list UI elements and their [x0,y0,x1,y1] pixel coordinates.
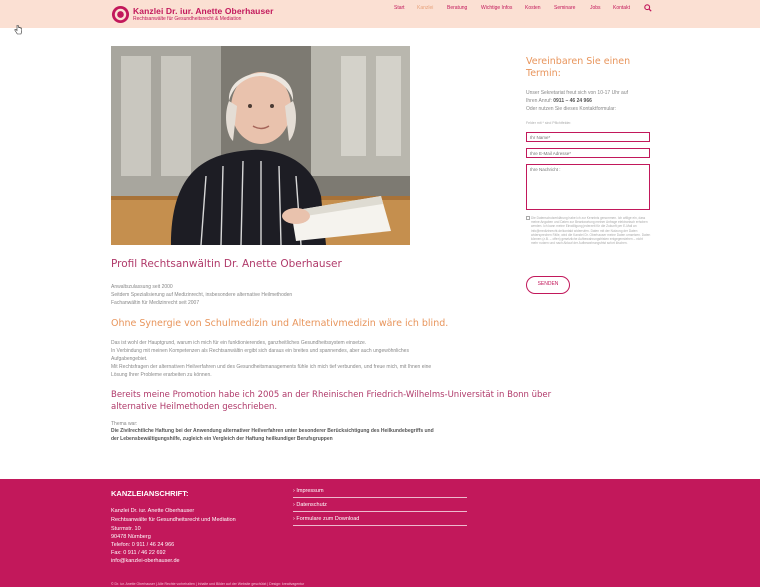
nav-jobs[interactable]: Jobs [590,5,601,11]
name-field[interactable] [526,132,650,142]
synergy-line: Mit Rechtsfragen der alternativen Heilverfahren und des Gesundheitsmanagements fühle ich mich tief verbunden, und freue mich, mit Ihnen eine [111,364,432,370]
nav-seminare[interactable]: Seminare [554,5,576,11]
appointment-heading: Vereinbaren Sie einen [526,56,631,67]
message-field[interactable] [526,164,650,210]
appointment-heading: Termin: [526,68,561,79]
sidebar-text: Unser Sekretariat freut sich von 10-17 Uhr auf [526,90,628,96]
search-icon[interactable] [644,4,652,12]
footer-link-formulare[interactable]: › Formulare zum Download [293,516,360,522]
footer-email-link[interactable]: info@kanzlei-oberhauser.de [111,558,180,564]
promotion-heading: Bereits meine Promotion habe ich 2005 an der Rheinischen Friedrich-Wilhelms-Universität in Bonn über [111,390,552,400]
profile-line: Anwaltszulassung seit 2000 [111,284,173,290]
footer-divider [293,511,467,512]
nav-beratung[interactable]: Beratung [447,5,468,11]
synergy-line: Lösung Ihrer Probleme erarbeiten zu können. [111,372,212,378]
send-button[interactable]: SENDEN [526,276,570,294]
logo-icon[interactable] [111,5,130,24]
footer-copyright: © Dr. iur. Anette Oberhauser | Alle Rechte vorbehalten | Inhalte und Bilder auf der Website geschützt | Design: kreativagentur [111,582,305,586]
consent-checkbox[interactable] [526,216,530,220]
synergy-line: Das ist wohl der Hauptgrund, warum ich mich für ein funktionierendes, ganzheitliches Gesundheitssystem einsetze. [111,340,367,346]
thema-text: der Lebensbewältigungshilfe, zugleich ein Vergleich der Haftung heilkundiger Berufsgruppen [111,436,333,442]
thema-label: Thema war: [111,421,138,427]
footer-address-line: Sturmstr. 10 [111,526,141,532]
footer-title: KANZLEIANSCHRIFT: [111,489,189,498]
synergy-heading: Ohne Synergie von Schulmedizin und Alternativmedizin wäre ich blind. [111,318,449,329]
site-header [0,0,760,28]
logo-title[interactable]: Kanzlei Dr. iur. Anette Oberhauser [133,6,274,16]
profile-heading: Profil Rechtsanwältin Dr. Anette Oberhauser [111,258,342,270]
synergy-line: Aufgabengebiet. [111,356,148,362]
email-field[interactable] [526,148,650,158]
logo-subtitle: Rechtsanwälte für Gesundheitsrecht & Mediation [133,16,242,22]
footer-link-impressum[interactable]: › Impressum [293,488,324,494]
profile-line: Fachanwältin für Medizinrecht seit 2007 [111,300,200,306]
sidebar-phone-line [526,98,592,104]
hand-cursor-icon [14,25,22,35]
site-footer [0,479,760,587]
footer-address-line: Kanzlei Dr. iur. Anette Oberhauser [111,508,195,514]
nav-start[interactable]: Start [394,5,405,11]
footer-divider [293,497,467,498]
thema-text: Die Zivilrechtliche Haftung bei der Anwendung alternativer Heilverfahren unter besonderer Berücksichtigung des Heilkundebegriffs und [111,428,434,434]
nav-kontakt[interactable]: Kontakt [613,5,630,11]
footer-link-datenschutz[interactable]: › Datenschutz [293,502,327,508]
required-note: Felder mit * sind Pflichtfelder. [526,121,572,125]
footer-address-line: Rechtsanwälte für Gesundheitsrecht und Mediation [111,517,236,523]
footer-fax: Fax: 0 911 / 46 22 692 [111,550,166,556]
synergy-line: In Verbindung mit meinen Kompetenzen als Rechtsanwältin ergibt sich daraus ein breites und spannendes, aber auch ungewöhnliches [111,348,409,354]
footer-phone: Telefon: 0 911 / 46 24 966 [111,542,175,548]
footer-address-line: 90478 Nürnberg [111,534,151,540]
footer-divider [293,525,467,526]
nav-wichtige-infos[interactable]: Wichtige Infos [481,5,513,11]
nav-kosten[interactable]: Kosten [525,5,541,11]
nav-kanzlei[interactable]: Kanzlei [417,5,434,11]
sidebar-text: Oder nutzen Sie dieses Kontaktformular: [526,106,617,112]
promotion-heading: alternative Heilmethoden geschrieben. [111,402,278,412]
phone-prefix: Ihren Anruf: [526,98,552,104]
phone-number[interactable]: 0911 – 46 24 966 [553,98,592,104]
profile-line: Seitdem Spezialisierung auf Medizinrecht, insbesondere alternative Heilmethoden [111,292,293,298]
consent-text: Die Datenschutzerklärung habe ich zur Kenntnis genommen. Ich willige ein, dass meine Angaben und Daten zur Beantwortung meiner Anfrage elektronisch erhoben werden. Ich kann meine Einwilligung jederzeit für die Zukunft per E-Mail an info@medizinrecht.de/kontakt widerrufen. Daten mit der Nutzung der Daten widersprechen Fälle, wird die Kanzlei Dr. Oberhauser meine Daten umsetzen. Daten können (z.B. – offen) gesetzliche Aufbewahrungsfristen entgegenstehen – nicht mehr nutzen und nach Ablauf der Aufbewahrungsfrist sofort löschen. [531,216,651,246]
profile-photo [111,46,410,245]
